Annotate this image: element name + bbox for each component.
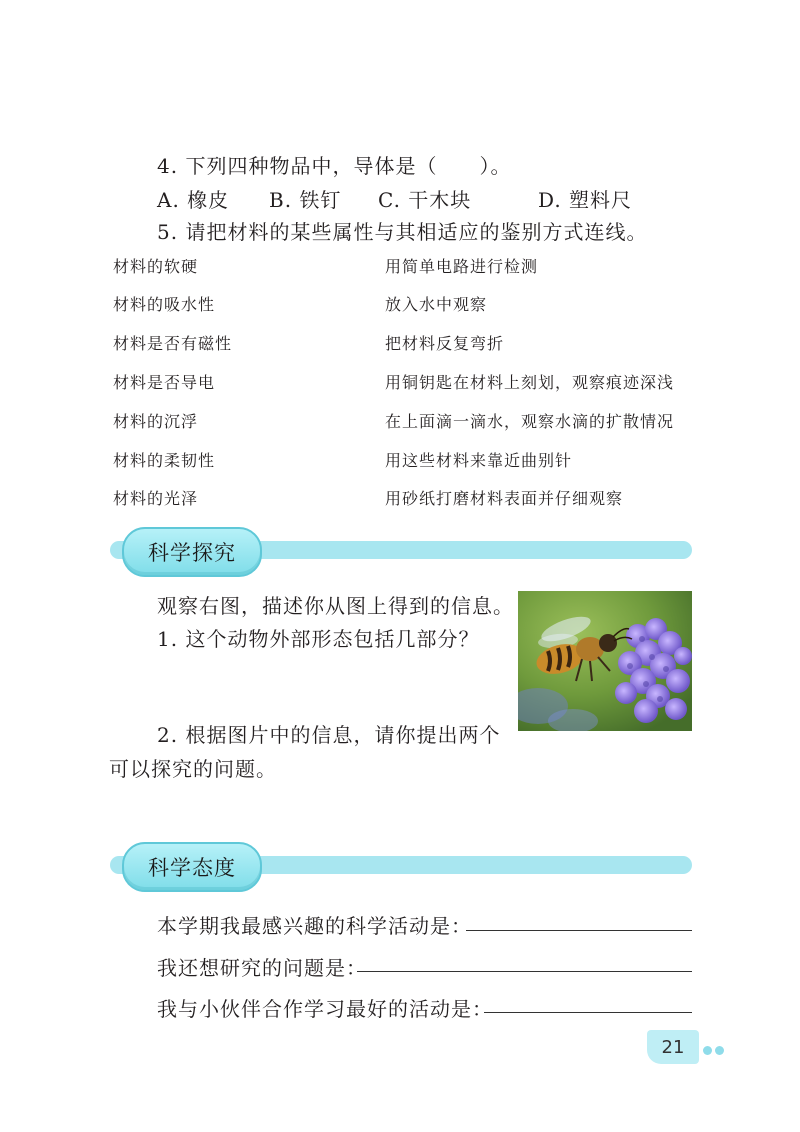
q5-right-item: 用铜钥匙在材料上刻划，观察痕迹深浅 (385, 373, 675, 392)
attitude-prompt: 我还想研究的问题是： (157, 956, 367, 980)
bee-flower-photo (518, 591, 692, 731)
attitude-prompt: 本学期我最感兴趣的科学活动是： (157, 914, 472, 938)
q5-left-item: 材料是否导电 (113, 373, 216, 392)
answer-line[interactable] (357, 971, 692, 972)
page-number: 21 (647, 1030, 699, 1064)
q5-left-item: 材料的沉浮 (113, 412, 199, 431)
attitude-prompt: 我与小伙伴合作学习最好的活动是： (157, 997, 493, 1021)
q5-left-item: 材料的柔韧性 (113, 451, 216, 470)
inquiry-question-1: 1. 这个动物外部形态包括几部分？ (157, 627, 480, 651)
q5-left-item: 材料是否有磁性 (113, 334, 233, 353)
q4-stem: 4. 下列四种物品中，导体是（ ）。 (157, 154, 512, 178)
q5-right-item: 用砂纸打磨材料表面并仔细观察 (385, 489, 624, 508)
answer-line[interactable] (466, 930, 692, 931)
decorative-dot (703, 1046, 712, 1055)
q5-right-item: 在上面滴一滴水，观察水滴的扩散情况 (385, 412, 675, 431)
section-title-inquiry: 科学探究 (122, 527, 262, 577)
inquiry-intro: 观察右图，描述你从图上得到的信息。 (157, 594, 514, 618)
answer-line[interactable] (484, 1012, 692, 1013)
q5-left-item: 材料的光泽 (113, 489, 199, 508)
q4-option-a: A. 橡皮 (157, 188, 230, 212)
q5-right-item: 用这些材料来靠近曲别针 (385, 451, 573, 470)
q4-option-d: D. 塑料尺 (538, 188, 633, 212)
q5-left-item: 材料的吸水性 (113, 295, 216, 314)
q5-right-item: 把材料反复弯折 (385, 334, 505, 353)
inquiry-question-2: 2. 根据图片中的信息，请你提出两个 (157, 723, 501, 747)
q5-right-item: 用简单电路进行检测 (385, 257, 539, 276)
q5-stem: 5. 请把材料的某些属性与其相适应的鉴别方式连线。 (157, 220, 648, 244)
q4-option-c: C. 干木块 (378, 188, 472, 212)
q4-option-b: B. 铁钉 (269, 188, 342, 212)
section-title-attitude: 科学态度 (122, 842, 262, 892)
inquiry-question-2-cont: 可以探究的问题。 (109, 757, 277, 781)
q5-right-item: 放入水中观察 (385, 295, 488, 314)
q5-left-item: 材料的软硬 (113, 257, 199, 276)
decorative-dot (715, 1046, 724, 1055)
